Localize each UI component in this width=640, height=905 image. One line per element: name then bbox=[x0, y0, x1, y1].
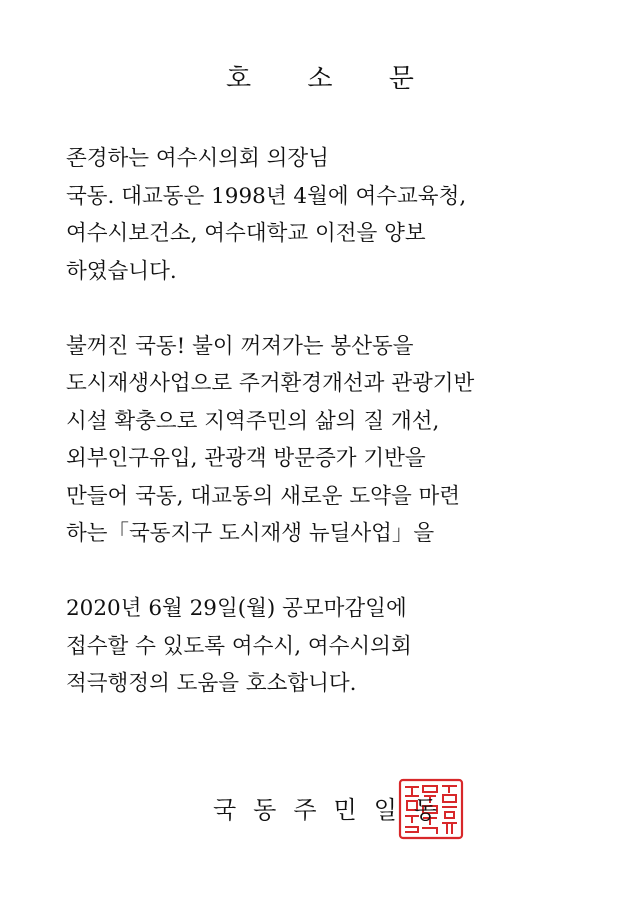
text-line: 여수시보건소, 여수대학교 이전을 양보 bbox=[66, 221, 426, 246]
document-body bbox=[66, 140, 606, 703]
text-line: 불꺼진 국동! 불이 꺼져가는 봉산동을 bbox=[66, 333, 414, 359]
text-line: 외부인구유입, 관광객 방문증가 기반을 bbox=[66, 446, 426, 471]
text-line: 하였습니다. bbox=[66, 258, 177, 284]
text-line: 적극행정의 도움을 호소합니다. bbox=[66, 671, 357, 696]
signature-text: 국동주민일동 bbox=[213, 796, 455, 824]
paragraph-spacer bbox=[66, 290, 606, 328]
paragraph-appeal bbox=[66, 590, 606, 703]
text-line: 존경하는 여수시의회 의장님 bbox=[66, 146, 329, 171]
text-line: 시설 확충으로 지역주민의 삶의 질 개선, bbox=[66, 408, 440, 434]
text-line: 국동. 대교동은 1998년 4월에 여수교육청, bbox=[66, 183, 467, 209]
text-line: 도시재생사업으로 주거환경개선과 관광기반 bbox=[66, 371, 475, 396]
text-line: 하는「국동지구 도시재생 뉴딜사업」을 bbox=[66, 521, 435, 546]
text-line: 만들어 국동, 대교동의 새로운 도약을 마련 bbox=[66, 483, 461, 509]
paragraph-greeting bbox=[66, 140, 606, 290]
document-title: 호 소 문 bbox=[226, 64, 438, 94]
text-line: 2020년 6월 29일(월) 공모마감일에 bbox=[66, 596, 407, 621]
text-line: 접수할 수 있도록 여수시, 여수시의회 bbox=[66, 633, 412, 659]
paragraph-project bbox=[66, 328, 606, 553]
paragraph-spacer bbox=[66, 553, 606, 591]
